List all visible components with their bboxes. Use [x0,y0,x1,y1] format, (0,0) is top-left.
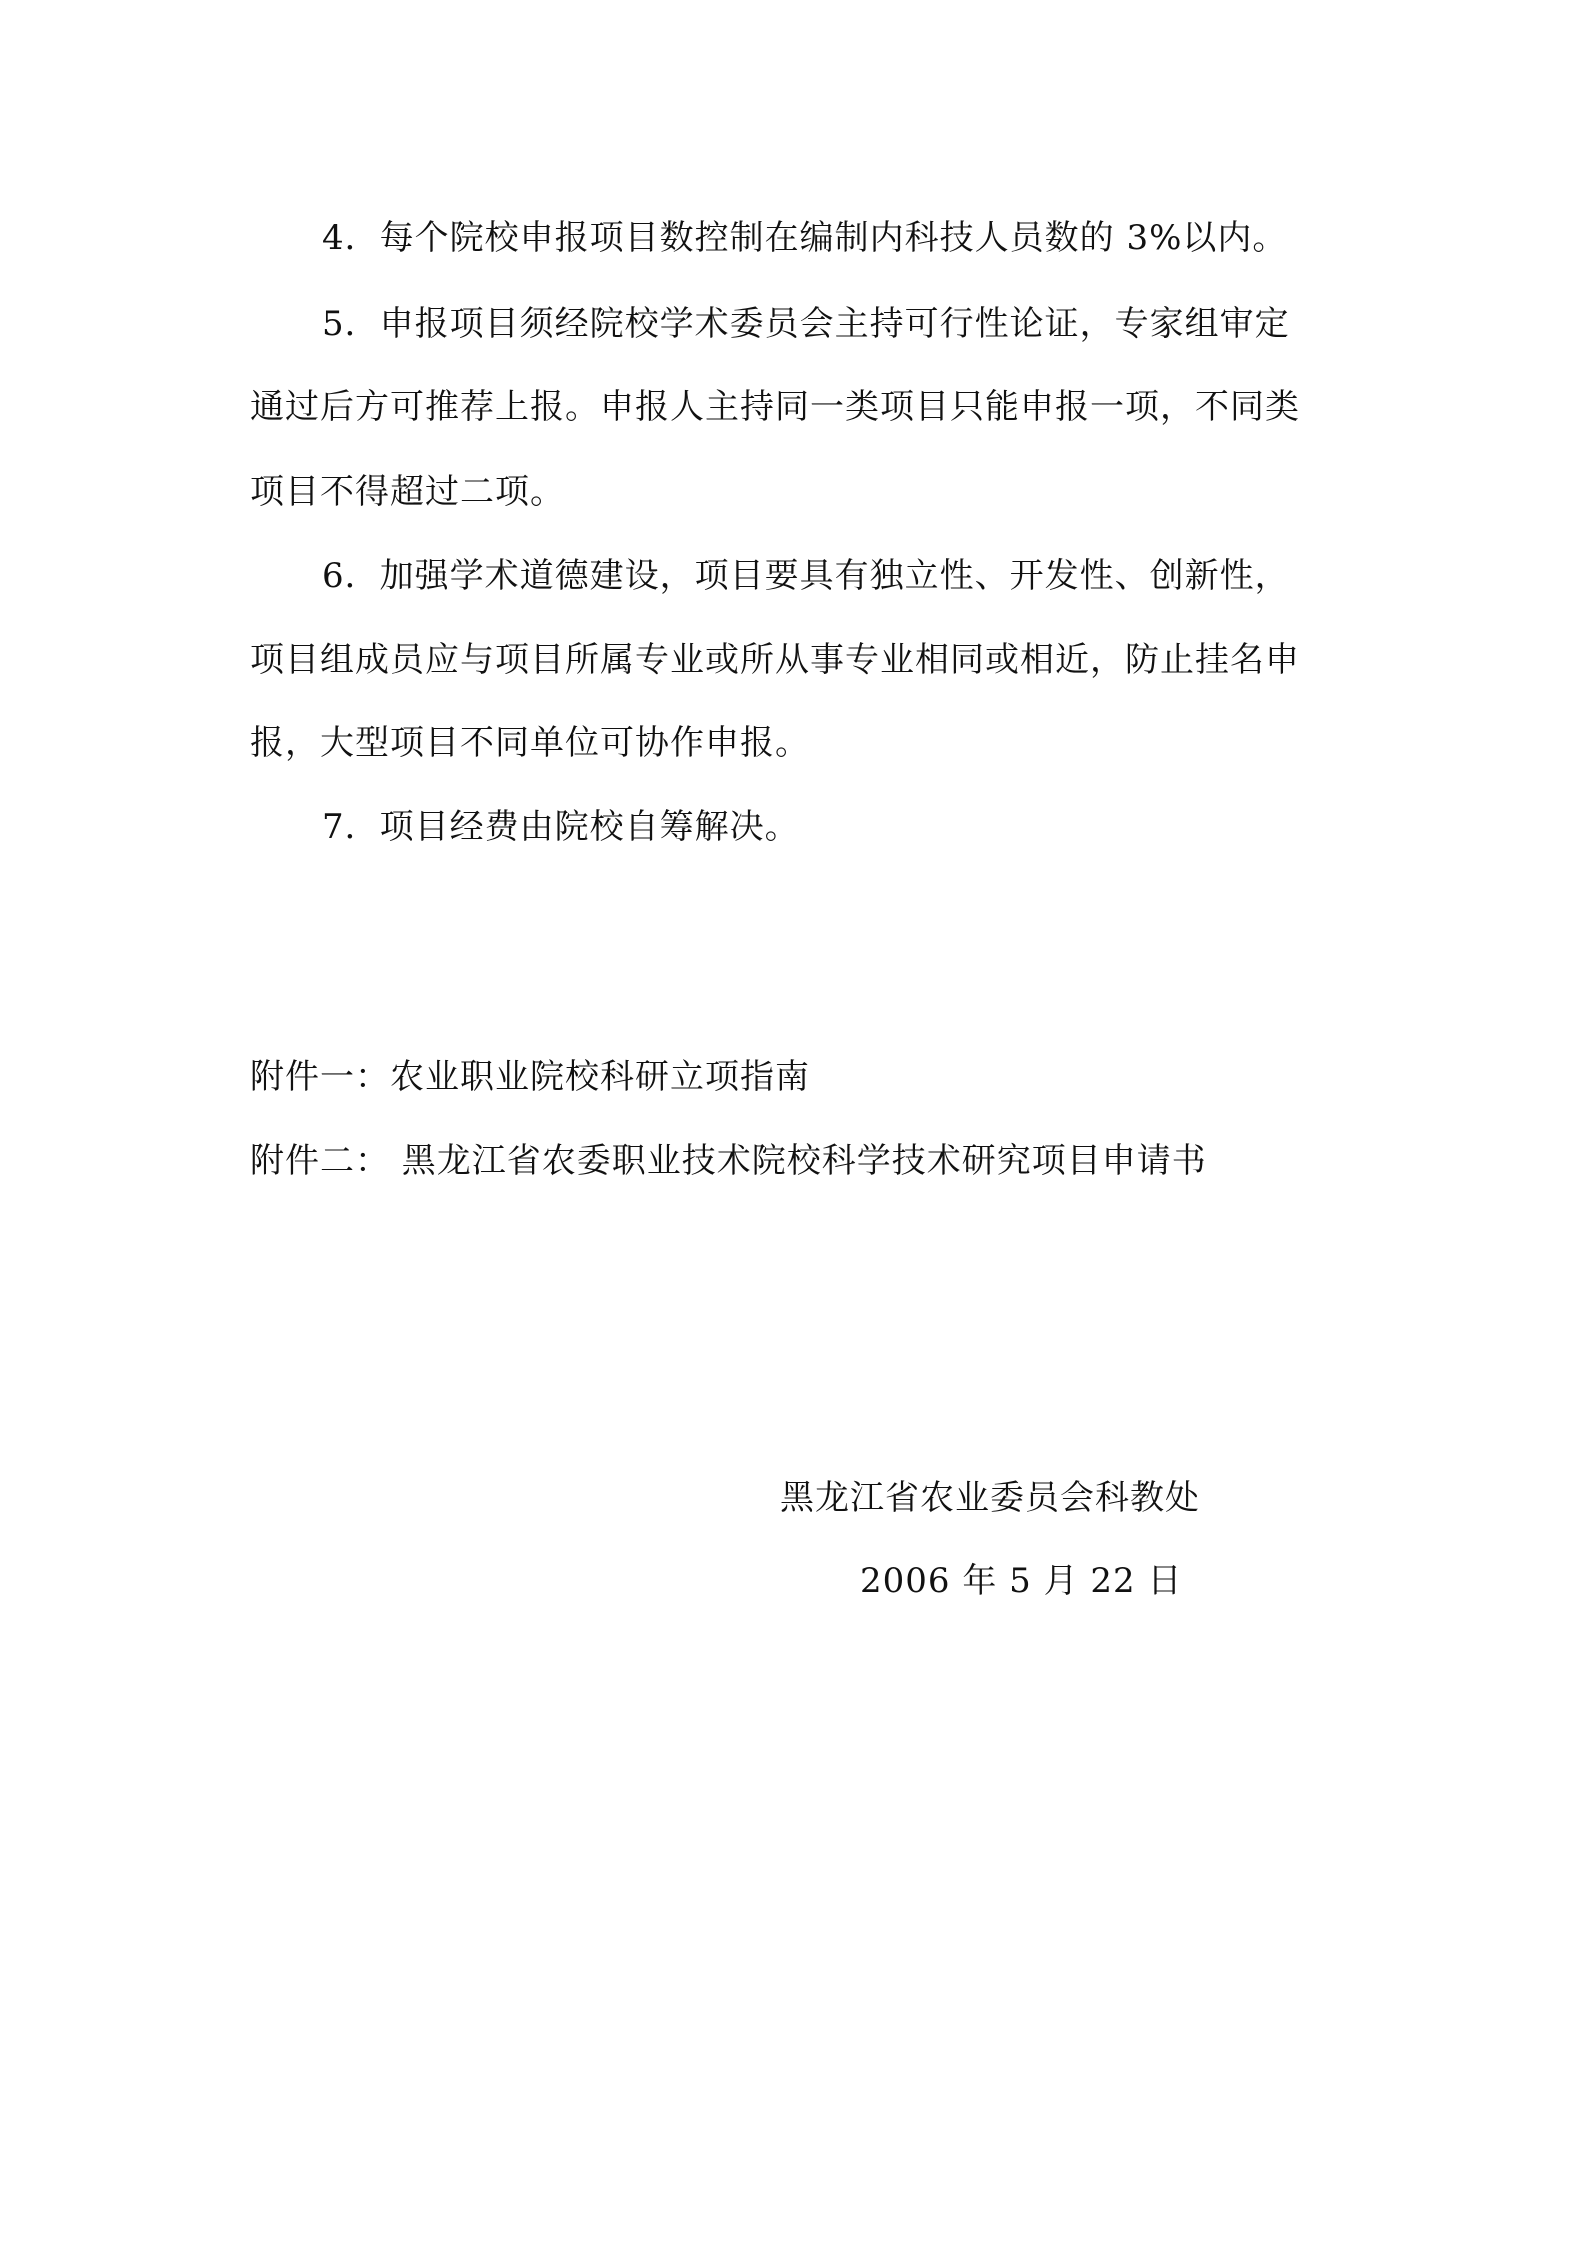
item-5-line-1: 5．申报项目须经院校学术委员会主持可行性论证，专家组审定 [322,304,1290,344]
signature-date: 2006 年 5 月 22 日 [860,1561,1183,1601]
attachment-2: 附件二： 黑龙江省农委职业技术院校科学技术研究项目申请书 [250,1141,1207,1181]
item-5-line-2: 通过后方可推荐上报。申报人主持同一类项目只能申报一项，不同类 [250,387,1300,427]
item-6-line-3: 报，大型项目不同单位可协作申报。 [250,723,810,763]
signature-organization: 黑龙江省农业委员会科教处 [780,1478,1200,1518]
attachment-1: 附件一：农业职业院校科研立项指南 [250,1057,810,1097]
item-4-line-1: 4．每个院校申报项目数控制在编制内科技人员数的 3%以内。 [322,218,1288,258]
item-5-line-3: 项目不得超过二项。 [250,472,565,512]
item-6-line-1: 6．加强学术道德建设，项目要具有独立性、开发性、创新性， [322,556,1290,596]
item-6-line-2: 项目组成员应与项目所属专业或所从事专业相同或相近，防止挂名申 [250,640,1300,680]
item-7-line-1: 7．项目经费由院校自筹解决。 [322,807,800,847]
